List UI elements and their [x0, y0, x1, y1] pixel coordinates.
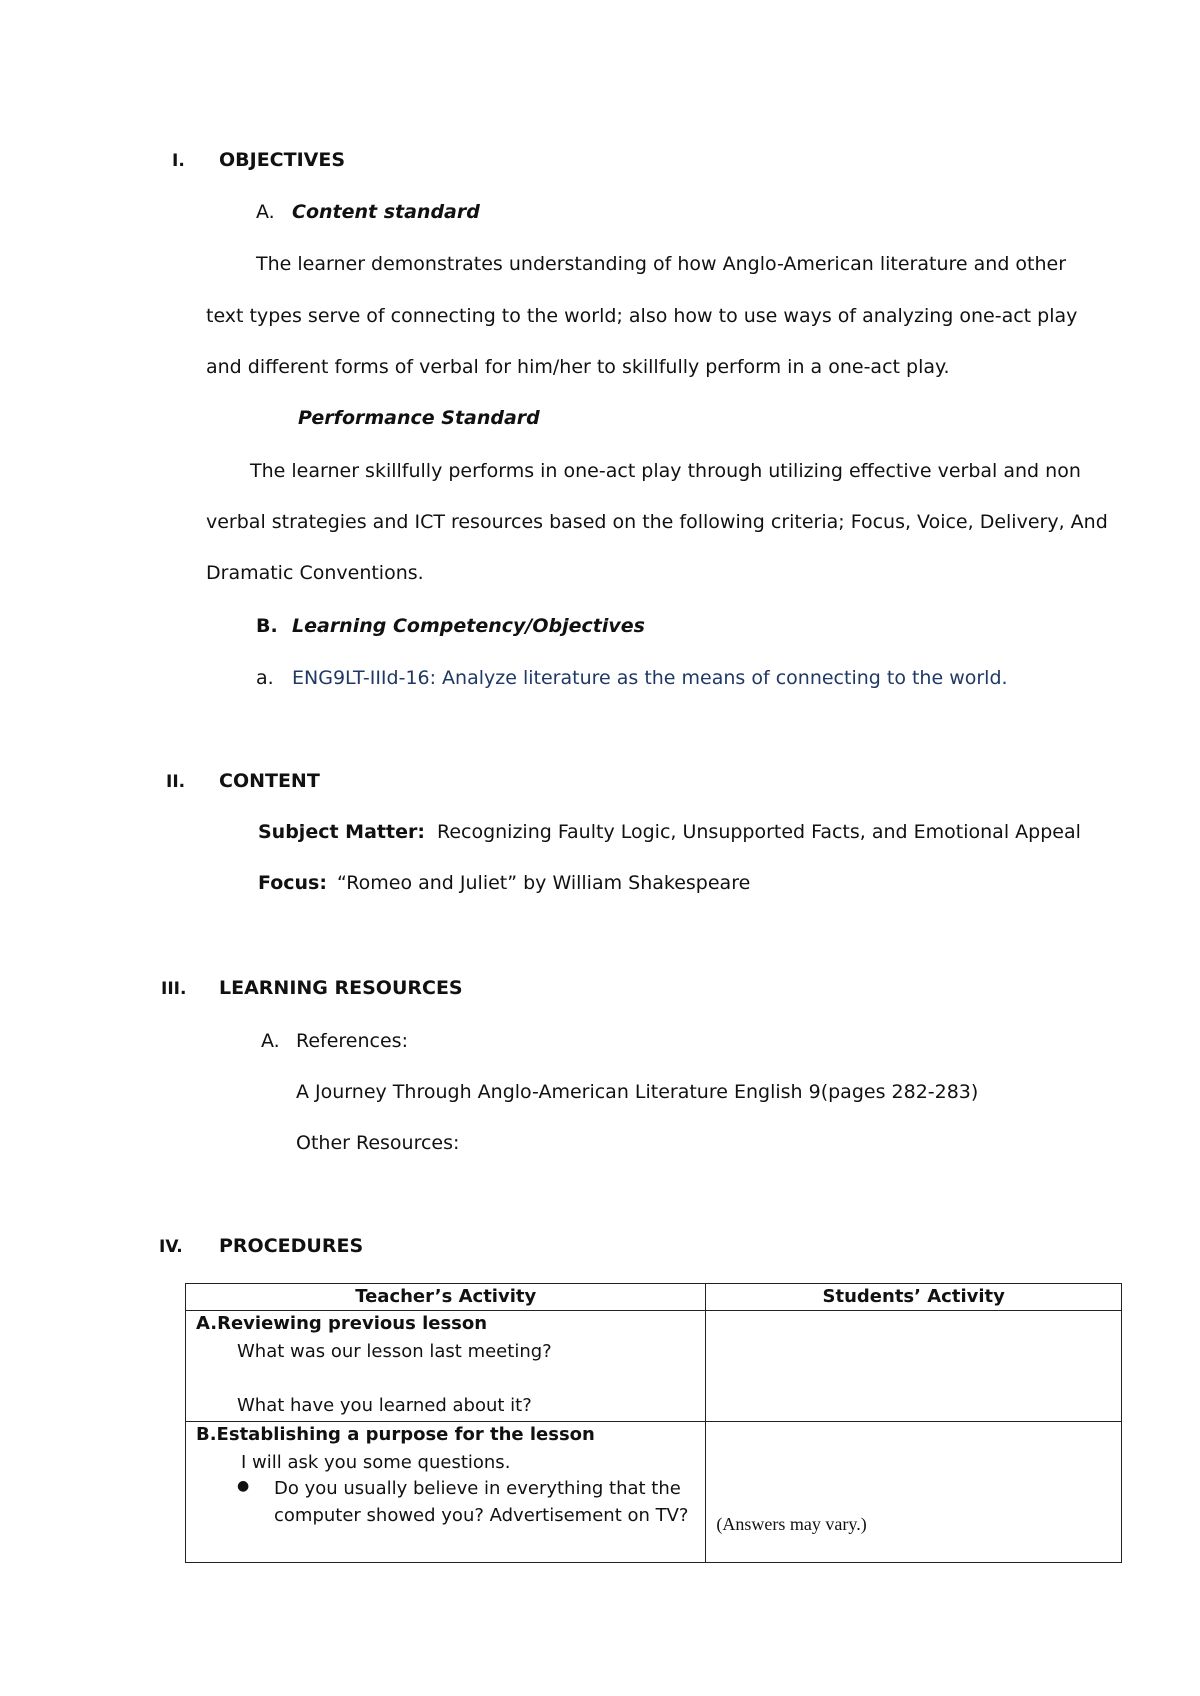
procedures-table — [185, 1283, 1122, 1563]
reference-line: A Journey Through Anglo-American Literature English 9(pages 282-283) — [296, 1081, 979, 1103]
content-standard-line-1: The learner demonstrates understanding of how Anglo-American literature and other — [256, 253, 1067, 275]
header-teacher-activity: Teacher’s Activity — [186, 1284, 706, 1311]
purpose-bullet-line-1: Do you usually believe in everything that the — [274, 1478, 681, 1499]
performance-standard-line-2: verbal strategies and ICT resources based on the following criteria; Focus, Voice, Delivery, And — [206, 511, 1108, 533]
performance-standard-line-1: The learner skillfully performs in one-act play through utilizing effective verbal and non — [250, 460, 1081, 482]
section-numeral-resources: III. — [161, 979, 187, 999]
performance-standard-line-3: Dramatic Conventions. — [206, 562, 424, 584]
subject-matter-row — [258, 821, 1081, 844]
section-numeral-objectives: I. — [172, 151, 185, 171]
competency-text: ENG9LT-IIId-16: Analyze literature as the means of connecting to the world. — [292, 667, 1008, 689]
subject-matter-value: Recognizing Faulty Logic, Unsupported Facts, and Emotional Appeal — [436, 821, 1081, 843]
section-title-procedures: PROCEDURES — [219, 1235, 364, 1257]
learning-competency-title: Learning Competency/Objectives — [292, 615, 645, 637]
reviewing-question-2: What have you learned about it? — [237, 1395, 532, 1416]
student-cell-reviewing — [706, 1311, 1122, 1422]
focus-value: “Romeo and Juliet” by William Shakespeare — [337, 872, 751, 894]
other-resources: Other Resources: — [296, 1132, 460, 1154]
competency-letter-a: a. — [256, 667, 274, 689]
purpose-heading: B.Establishing a purpose for the lesson — [196, 1424, 595, 1445]
table-header-row — [186, 1284, 1122, 1311]
content-standard-line-3: and different forms of verbal for him/her to skillfully perform in a one-act play. — [206, 356, 950, 378]
table-row — [186, 1422, 1122, 1563]
section-title-objectives: OBJECTIVES — [219, 149, 346, 171]
subsection-letter-a: A. — [256, 201, 275, 223]
subsection-letter-b: B. — [256, 615, 278, 637]
content-standard-line-2: text types serve of connecting to the world; also how to use ways of analyzing one-act play — [206, 305, 1078, 327]
subject-matter-label: Subject Matter: — [258, 821, 425, 843]
references-letter-a: A. — [261, 1030, 280, 1052]
student-cell-purpose — [706, 1422, 1122, 1563]
section-numeral-procedures: IV. — [159, 1237, 183, 1257]
content-standard-title: Content standard — [292, 201, 480, 223]
reviewing-heading: A.Reviewing previous lesson — [196, 1313, 488, 1334]
teacher-cell-reviewing — [186, 1311, 706, 1422]
section-title-resources: LEARNING RESOURCES — [219, 977, 463, 999]
bullet-icon: ● — [237, 1478, 250, 1494]
header-students-activity: Students’ Activity — [706, 1284, 1122, 1311]
section-title-content: CONTENT — [219, 770, 320, 792]
references-title: References: — [296, 1030, 408, 1052]
table-row — [186, 1311, 1122, 1422]
purpose-bullet-line-2: computer showed you? Advertisement on TV? — [274, 1505, 689, 1526]
focus-row — [258, 872, 750, 895]
teacher-cell-purpose — [186, 1422, 706, 1563]
purpose-intro: I will ask you some questions. — [241, 1452, 511, 1473]
performance-standard-title: Performance Standard — [298, 407, 540, 429]
focus-label: Focus: — [258, 872, 327, 894]
reviewing-question-1: What was our lesson last meeting? — [237, 1341, 552, 1362]
student-answer: (Answers may vary.) — [716, 1514, 867, 1534]
section-numeral-content: II. — [166, 772, 186, 792]
